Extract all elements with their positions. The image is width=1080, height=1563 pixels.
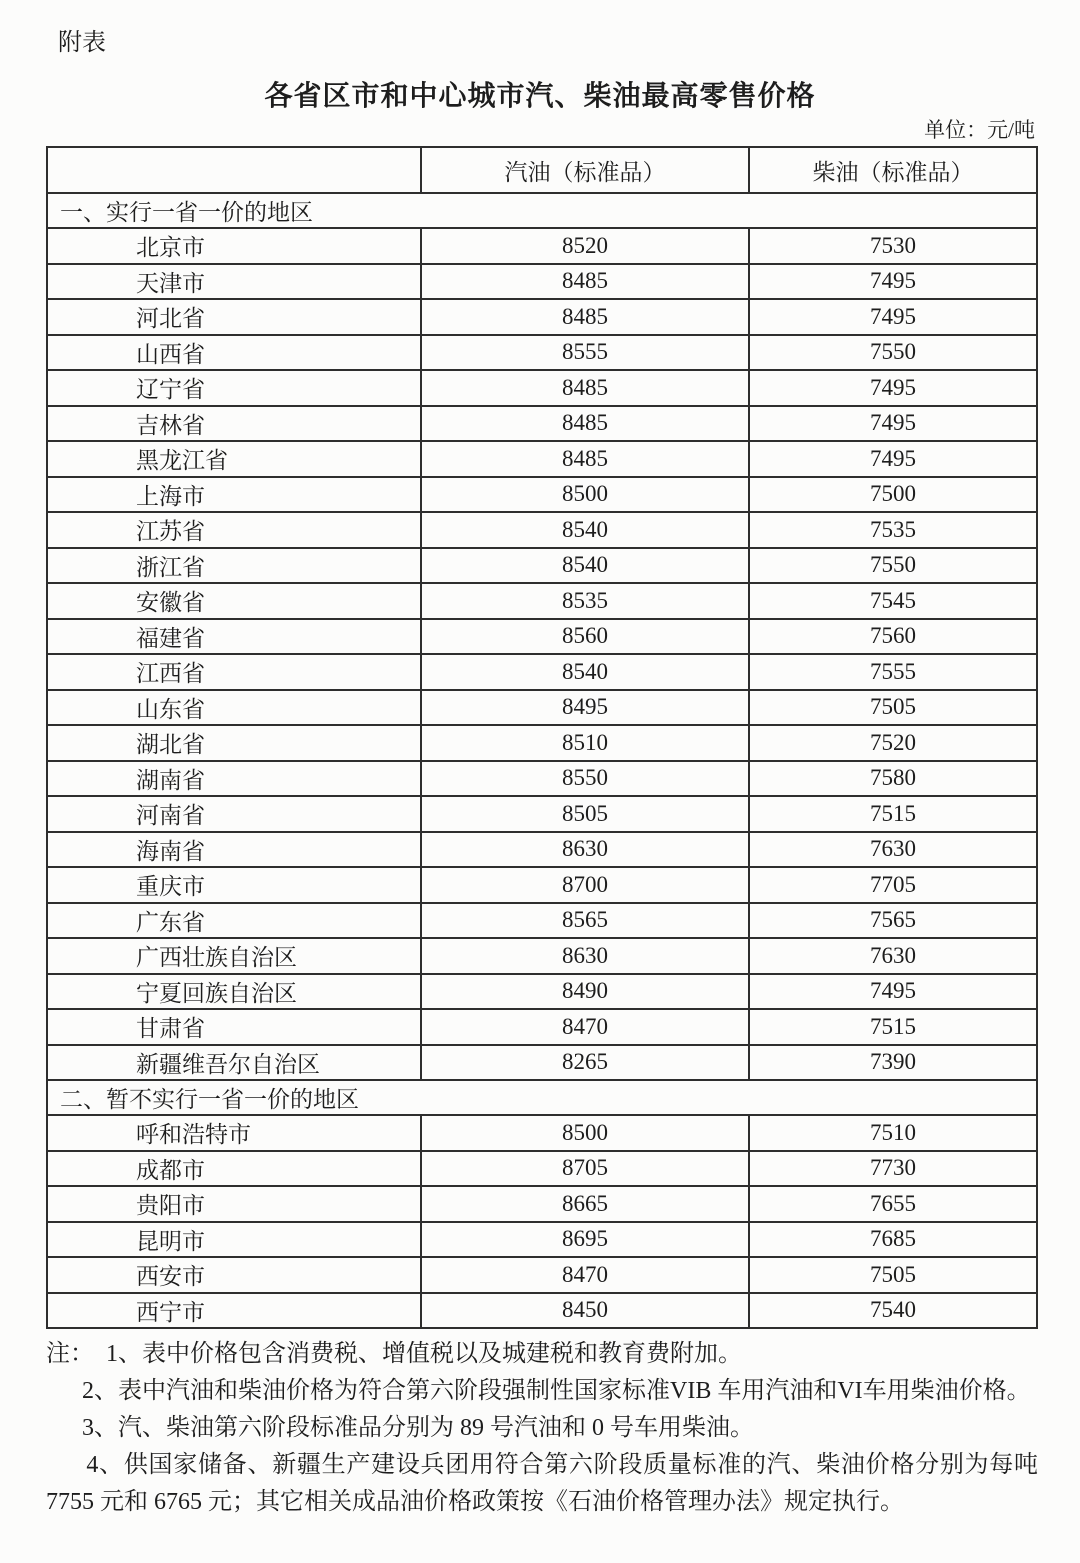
table-header-row bbox=[47, 147, 1037, 193]
appendix-label: 附表 bbox=[58, 30, 106, 56]
gasoline-price-cell: 8630 bbox=[421, 938, 749, 974]
section-header-row bbox=[47, 1080, 1037, 1115]
diesel-price-cell: 7530 bbox=[749, 228, 1037, 264]
gasoline-price-cell: 8490 bbox=[421, 974, 749, 1010]
region-cell: 宁夏回族自治区 bbox=[47, 974, 421, 1010]
diesel-price-cell: 7580 bbox=[749, 761, 1037, 797]
diesel-price-cell: 7705 bbox=[749, 867, 1037, 903]
table-row bbox=[47, 1222, 1037, 1258]
gasoline-price-cell: 8665 bbox=[421, 1186, 749, 1222]
table-row bbox=[47, 583, 1037, 619]
gasoline-price-cell: 8520 bbox=[421, 228, 749, 264]
diesel-price-cell: 7495 bbox=[749, 974, 1037, 1010]
diesel-price-cell: 7505 bbox=[749, 1257, 1037, 1293]
table-row bbox=[47, 512, 1037, 548]
section-header: 一、实行一省一价的地区 bbox=[47, 193, 1037, 228]
section-header-row bbox=[47, 193, 1037, 228]
region-cell: 辽宁省 bbox=[47, 370, 421, 406]
region-cell: 成都市 bbox=[47, 1151, 421, 1187]
diesel-price-cell: 7495 bbox=[749, 299, 1037, 335]
price-table-body bbox=[47, 193, 1037, 1328]
diesel-price-cell: 7510 bbox=[749, 1115, 1037, 1151]
diesel-price-cell: 7550 bbox=[749, 335, 1037, 371]
note-line: 注： 1、表中价格包含消费税、增值税以及城建税和教育费附加。 bbox=[46, 1341, 742, 1367]
diesel-price-cell: 7505 bbox=[749, 690, 1037, 726]
gasoline-price-cell: 8450 bbox=[421, 1293, 749, 1329]
table-row bbox=[47, 1045, 1037, 1081]
diesel-price-cell: 7560 bbox=[749, 619, 1037, 655]
gasoline-price-cell: 8265 bbox=[421, 1045, 749, 1081]
table-row bbox=[47, 867, 1037, 903]
gasoline-price-cell: 8540 bbox=[421, 654, 749, 690]
gasoline-price-cell: 8500 bbox=[421, 477, 749, 513]
table-row bbox=[47, 1151, 1037, 1187]
gasoline-price-cell: 8505 bbox=[421, 796, 749, 832]
table-row bbox=[47, 654, 1037, 690]
unit-label: 单位：元/吨 bbox=[924, 118, 1035, 142]
diesel-price-cell: 7630 bbox=[749, 938, 1037, 974]
gasoline-price-cell: 8470 bbox=[421, 1257, 749, 1293]
table-row bbox=[47, 441, 1037, 477]
page-title: 各省区市和中心城市汽、柴油最高零售价格 bbox=[264, 81, 816, 112]
region-cell: 湖北省 bbox=[47, 725, 421, 761]
region-cell: 西安市 bbox=[47, 1257, 421, 1293]
gasoline-price-cell: 8565 bbox=[421, 903, 749, 939]
table-row bbox=[47, 619, 1037, 655]
gasoline-price-cell: 8485 bbox=[421, 370, 749, 406]
table-row bbox=[47, 370, 1037, 406]
gasoline-price-cell: 8485 bbox=[421, 441, 749, 477]
table-row bbox=[47, 725, 1037, 761]
region-cell: 广西壮族自治区 bbox=[47, 938, 421, 974]
table-row bbox=[47, 228, 1037, 264]
region-cell: 西宁市 bbox=[47, 1293, 421, 1329]
table-row bbox=[47, 832, 1037, 868]
gasoline-column-header: 汽油（标准品） bbox=[421, 147, 749, 193]
diesel-price-cell: 7550 bbox=[749, 548, 1037, 584]
table-row bbox=[47, 264, 1037, 300]
diesel-price-cell: 7515 bbox=[749, 796, 1037, 832]
gasoline-price-cell: 8695 bbox=[421, 1222, 749, 1258]
diesel-price-cell: 7555 bbox=[749, 654, 1037, 690]
region-cell: 呼和浩特市 bbox=[47, 1115, 421, 1151]
region-cell: 北京市 bbox=[47, 228, 421, 264]
table-row bbox=[47, 974, 1037, 1010]
region-cell: 重庆市 bbox=[47, 867, 421, 903]
diesel-price-cell: 7495 bbox=[749, 406, 1037, 442]
table-row bbox=[47, 903, 1037, 939]
note-line: 2、表中汽油和柴油价格为符合第六阶段强制性国家标准VIB 车用汽油和VI车用柴油价格。 bbox=[46, 1378, 1031, 1404]
diesel-column-header: 柴油（标准品） bbox=[749, 147, 1037, 193]
diesel-price-cell: 7630 bbox=[749, 832, 1037, 868]
gasoline-price-cell: 8540 bbox=[421, 512, 749, 548]
region-cell: 昆明市 bbox=[47, 1222, 421, 1258]
diesel-price-cell: 7495 bbox=[749, 370, 1037, 406]
region-cell: 江苏省 bbox=[47, 512, 421, 548]
gasoline-price-cell: 8495 bbox=[421, 690, 749, 726]
table-row bbox=[47, 1186, 1037, 1222]
gasoline-price-cell: 8485 bbox=[421, 406, 749, 442]
region-cell: 甘肃省 bbox=[47, 1009, 421, 1045]
table-row bbox=[47, 477, 1037, 513]
note-line: 4、供国家储备、新疆生产建设兵团用符合第六阶段质量标准的汽、柴油价格分别为每吨 7755 元和 6765 元；其它相关成品油价格政策按《石油价格管理办法》规定执行。 bbox=[46, 1452, 1045, 1515]
diesel-price-cell: 7495 bbox=[749, 264, 1037, 300]
region-cell: 黑龙江省 bbox=[47, 441, 421, 477]
notes bbox=[46, 1336, 1045, 1521]
region-cell: 河南省 bbox=[47, 796, 421, 832]
diesel-price-cell: 7390 bbox=[749, 1045, 1037, 1081]
table-row bbox=[47, 1293, 1037, 1329]
gasoline-price-cell: 8470 bbox=[421, 1009, 749, 1045]
diesel-price-cell: 7535 bbox=[749, 512, 1037, 548]
table-row bbox=[47, 1009, 1037, 1045]
table-row bbox=[47, 761, 1037, 797]
region-cell: 江西省 bbox=[47, 654, 421, 690]
region-cell: 山东省 bbox=[47, 690, 421, 726]
gasoline-price-cell: 8485 bbox=[421, 299, 749, 335]
table-row bbox=[47, 1257, 1037, 1293]
gasoline-price-cell: 8485 bbox=[421, 264, 749, 300]
table-row bbox=[47, 299, 1037, 335]
region-cell: 山西省 bbox=[47, 335, 421, 371]
gasoline-price-cell: 8500 bbox=[421, 1115, 749, 1151]
diesel-price-cell: 7500 bbox=[749, 477, 1037, 513]
region-cell: 吉林省 bbox=[47, 406, 421, 442]
region-cell: 上海市 bbox=[47, 477, 421, 513]
diesel-price-cell: 7730 bbox=[749, 1151, 1037, 1187]
gasoline-price-cell: 8540 bbox=[421, 548, 749, 584]
table-row bbox=[47, 406, 1037, 442]
section-header: 二、暂不实行一省一价的地区 bbox=[47, 1080, 1037, 1115]
table-row bbox=[47, 548, 1037, 584]
diesel-price-cell: 7565 bbox=[749, 903, 1037, 939]
region-cell: 海南省 bbox=[47, 832, 421, 868]
region-column-header bbox=[47, 147, 421, 193]
gasoline-price-cell: 8535 bbox=[421, 583, 749, 619]
region-cell: 河北省 bbox=[47, 299, 421, 335]
diesel-price-cell: 7515 bbox=[749, 1009, 1037, 1045]
diesel-price-cell: 7655 bbox=[749, 1186, 1037, 1222]
region-cell: 贵阳市 bbox=[47, 1186, 421, 1222]
gasoline-price-cell: 8510 bbox=[421, 725, 749, 761]
region-cell: 安徽省 bbox=[47, 583, 421, 619]
diesel-price-cell: 7540 bbox=[749, 1293, 1037, 1329]
table-row bbox=[47, 938, 1037, 974]
gasoline-price-cell: 8630 bbox=[421, 832, 749, 868]
gasoline-price-cell: 8705 bbox=[421, 1151, 749, 1187]
diesel-price-cell: 7685 bbox=[749, 1222, 1037, 1258]
region-cell: 天津市 bbox=[47, 264, 421, 300]
region-cell: 湖南省 bbox=[47, 761, 421, 797]
diesel-price-cell: 7545 bbox=[749, 583, 1037, 619]
region-cell: 新疆维吾尔自治区 bbox=[47, 1045, 421, 1081]
diesel-price-cell: 7495 bbox=[749, 441, 1037, 477]
gasoline-price-cell: 8700 bbox=[421, 867, 749, 903]
diesel-price-cell: 7520 bbox=[749, 725, 1037, 761]
price-table bbox=[46, 146, 1038, 1329]
table-row bbox=[47, 1115, 1037, 1151]
region-cell: 福建省 bbox=[47, 619, 421, 655]
region-cell: 浙江省 bbox=[47, 548, 421, 584]
table-row bbox=[47, 796, 1037, 832]
region-cell: 广东省 bbox=[47, 903, 421, 939]
gasoline-price-cell: 8555 bbox=[421, 335, 749, 371]
note-line: 3、汽、柴油第六阶段标准品分别为 89 号汽油和 0 号车用柴油。 bbox=[46, 1415, 754, 1441]
table-row bbox=[47, 335, 1037, 371]
table-row bbox=[47, 690, 1037, 726]
gasoline-price-cell: 8550 bbox=[421, 761, 749, 797]
gasoline-price-cell: 8560 bbox=[421, 619, 749, 655]
